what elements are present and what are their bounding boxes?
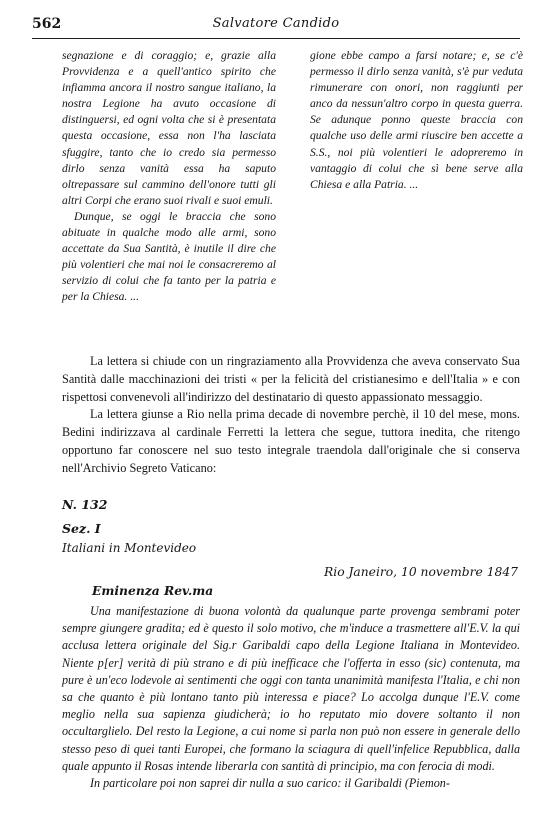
running-head: Salvatore Candido (212, 16, 340, 31)
quote-left-paragraph: segnazione e di coraggio; e, grazie alla Provvidenza e a quell'antico spirito che infiamma ancora il nostro sangue italiano, la nostra Legione ha avuto occasione di distinguersi, ed ogni volta che si è presentata questa occasione, essa non l'ha lasciata sfuggire, tanto che io credo sia permesso dirlo senza vanità essa ha saputo oltrepassare sul cammino dell'onore tutti gli altri Corpi che erano suoi rivali e suoi emuli. (62, 49, 276, 207)
body-text (62, 353, 520, 478)
letter-dateline: Rio Janeiro, 10 novembre 1847 (324, 565, 518, 579)
letter-paragraph: In particolare poi non saprei dir nulla a suo carico: il Garibaldi (Piemon- (90, 776, 450, 791)
document-number: N. 132 (62, 497, 108, 512)
quote-left-paragraph: Dunque, se oggi le braccia che sono abituate in qualche modo alle armi, sono accettate da Sua Santità, è inutile il dire che più volentieri che mai noi le consacreremo al servizio di colui che fa tanto per la patria e per la Chiesa. ... (62, 209, 276, 304)
quote-right-column (310, 48, 523, 193)
letter-paragraph: Una manifestazione di buona volontà da qualunque parte provenga sembrami poter sempre giungere gradita; ed è questo il solo motivo, che m'induce a trasmettere all'E.V. la qui acclusa lettera originale del Sig.r Garibaldi capo della Legione Italiana in Montevideo. Niente p[er] verità di più strano e di più inefficace che l'offerta in esso (sic) contenuta, ma pure è un'eco lodevole ai sentimenti che oggi con tanta unanimità manifesta l'Italia, e chi non sa che quanto è più lontano tanto più interessa e piace? Lo accolga dunque l'E.V. come meglio nella sua sapienza giudicherà; io ho reputato mio dovere soltanto il non occultarglielo. Del resto la Legione, a cui nome si parla non può non essere in generale dello stesso peso di quei tanti Europei, che formano la sciagura di quell'infelice Repubblica, dalla quale appunto il Rosas intende liberarla con santità di principio, ma con ferocia di modi. (62, 604, 520, 773)
header-rule (32, 38, 520, 39)
page-header (32, 14, 520, 36)
quote-left-column (62, 48, 276, 306)
document-section: Sez. I (62, 521, 101, 536)
page-number: 562 (32, 16, 62, 32)
letter-salutation: Eminenza Rev.ma (92, 583, 214, 598)
quote-right-paragraph: gione ebbe campo a farsi notare; e, se c'è permesso il dirlo senza vanità, s'è pur veduta rimunerare con onori, non raggiunti per anco da nessun'altro corpo in questa guerra. Se adunque ponno queste braccia con qualche uso delle armi riuscire ben accette a S.S., noi più volentieri le adopreremo in vantaggio di colui che sì bene serve alla Chiesa e alla Patria. ... (310, 49, 523, 191)
document-topic: Italiani in Montevideo (62, 541, 197, 555)
body-paragraph: La lettera si chiude con un ringraziamento alla Provvidenza che aveva conservato Sua Santità dalle macchinazioni dei tristi « per la felicità del cristianesimo e dell'Italia » e con rispettosi convenevoli all'indirizzo del destinatario di questo appassionato messaggio. (62, 354, 520, 404)
letter-body (62, 603, 520, 792)
body-paragraph: La lettera giunse a Rio nella prima decade di novembre perchè, il 10 del mese, mons. Bedini indirizzava al cardinale Ferretti la lettera che segue, tuttora inedita, che ritengo opportuno far conoscere nel suo testo integrale traendola dall'originale che si conserva nell'Archivio Segreto Vaticano: (62, 407, 520, 475)
